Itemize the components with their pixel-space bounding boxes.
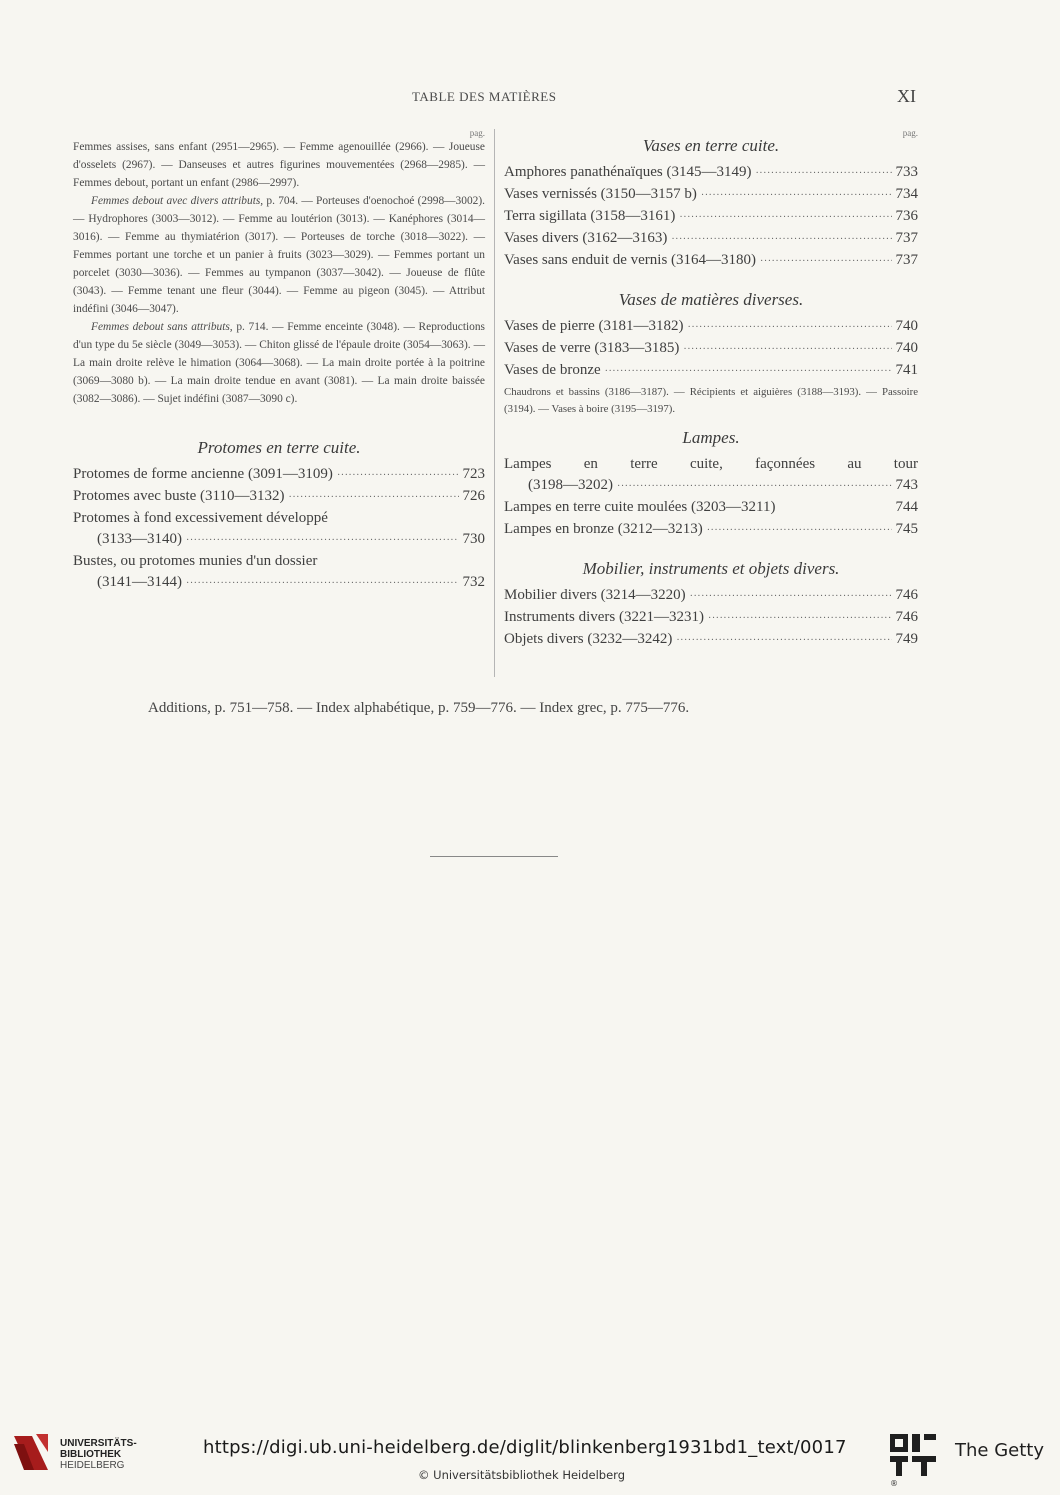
toc-entry[interactable]: [504, 607, 918, 629]
toc-page: 746: [895, 587, 918, 603]
section-title-vases-matieres: Vases de matières diverses.: [618, 290, 804, 309]
toc-entry[interactable]: [504, 519, 918, 541]
toc-label: Amphores panathénaïques (3145—3149): [504, 164, 752, 180]
toc-page: 746: [895, 609, 918, 625]
toc-entry[interactable]: [73, 464, 485, 486]
section-title-mobilier: Mobilier, instruments et objets divers.: [582, 559, 840, 578]
toc-entry[interactable]: [504, 629, 918, 651]
toc-label: (3198—3202): [528, 477, 613, 493]
toc-entry[interactable]: [504, 338, 918, 360]
word: au: [847, 456, 862, 472]
toc-label: Vases sans enduit de vernis (3164—3180): [504, 252, 757, 268]
university-library-name: [60, 1438, 137, 1471]
word: cuite,: [689, 456, 723, 472]
italic-heading: Femmes debout sans attributs,: [91, 321, 233, 333]
page-number: XI: [897, 86, 916, 106]
word: en: [583, 456, 598, 472]
additions-line: Additions, p. 751—758. — Index alphabétique, p. 759—776. — Index grec, p. 775—776.: [148, 700, 690, 716]
word: Lampes: [504, 456, 552, 472]
word: terre: [630, 456, 658, 472]
pag-label-left: pag.: [469, 128, 485, 138]
vases-note: Chaudrons et bassins (3186—3187). — Récipients et aiguières (3188—3193). — Passoire (3194). — Vases à boire (3195—3197).: [504, 386, 918, 415]
toc-page: 737: [895, 230, 918, 246]
toc-label: Lampes en bronze (3212—3213): [504, 521, 703, 537]
university-library-logo-icon: [10, 1430, 52, 1476]
toc-page: 744: [895, 499, 918, 515]
toc-entry[interactable]: [504, 250, 918, 272]
toc-label: Vases de verre (3183—3185): [504, 340, 680, 356]
toc-label: Instruments divers (3221—3231): [504, 609, 704, 625]
toc-page: 737: [895, 252, 918, 268]
toc-entry[interactable]: [73, 486, 485, 508]
paragraph-text: p. 704. — Porteuses d'oenochoé (2998—3002). — Hydrophores (3003—3012). — Femme au loutérion (3013). — Kanéphores (3014—3016). — Femme au thymiatérion (3017). — Porteuses de torche (3018—3022). — Femmes portant une torche et un panier à fruits (3023—3029). — Femmes portant un porcelet (3030—3036). — Femmes au tympanon (3037—3042). — Joueuse de flûte (3043). — Femme tenant une fleur (3044). — Femme au pigeon (3045). — Attribut indéfini (3046—3047).: [73, 195, 485, 315]
toc-label: Terra sigillata (3158—3161): [504, 208, 676, 224]
running-head: [0, 86, 1060, 109]
running-title: TABLE DES MATIÈRES: [412, 89, 557, 104]
toc-page: 740: [895, 318, 918, 334]
getty-logo-icon: [888, 1432, 938, 1478]
toc-entry[interactable]: [504, 316, 918, 338]
toc-entry[interactable]: [73, 508, 485, 551]
copyright: © Universitätsbibliothek Heidelberg: [418, 1468, 626, 1482]
pag-label-right: pag.: [902, 128, 918, 138]
paragraph-femmes-assises: Femmes assises, sans enfant (2951—2965). — Femme agenouillée (2966). — Joueuse d'osselets (2967). — Danseuses et autres figurines mouvementées (2968—2985). — Femmes debout, portant un enfant (2986—2997).: [73, 141, 485, 189]
library-line: HEIDELBERG: [60, 1460, 125, 1471]
italic-heading: Femmes debout avec divers attributs,: [91, 195, 264, 207]
toc-label-line1: Bustes, ou protomes munies d'un dossier: [73, 553, 318, 569]
toc-label: (3133—3140): [97, 531, 182, 547]
left-column: [73, 128, 485, 594]
section-title-protomes: Protomes en terre cuite.: [197, 438, 361, 457]
toc-label: Vases vernissés (3150—3157 b): [504, 186, 697, 202]
toc-page: 723: [462, 466, 485, 482]
footer: [0, 1418, 1060, 1495]
toc-page: 730: [462, 531, 485, 547]
toc-entry[interactable]: [504, 228, 918, 250]
toc-page: 726: [462, 488, 485, 504]
word: tour: [893, 456, 918, 472]
toc-entry[interactable]: [504, 206, 918, 228]
source-url-link[interactable]: https://digi.ub.uni-heidelberg.de/diglit/blinkenberg1931bd1_text/0017: [203, 1437, 847, 1458]
paragraph-text: p. 714. — Femme enceinte (3048). — Reproductions d'un type du 5e siècle (3049—3053). — Chiton glissé de l'épaule droite (3054—3063). — La main droite relève le himation (3064—3068). — La main droite portée à la poitrine (3069—3080 b). — La main droite tendue en avant (3081). — La main droite baissée (3082—3086). — Sujet indéfini (3087—3090 c).: [73, 321, 485, 405]
toc-label: Protomes de forme ancienne (3091—3109): [73, 466, 333, 482]
toc-page: 740: [895, 340, 918, 356]
library-line: BIBLIOTHEK: [60, 1449, 122, 1460]
toc-entry[interactable]: [504, 497, 918, 519]
toc-label: Vases divers (3162—3163): [504, 230, 668, 246]
toc-entry[interactable]: [504, 454, 918, 497]
toc-label: Vases de pierre (3181—3182): [504, 318, 684, 334]
toc-page: 745: [895, 521, 918, 537]
toc-label: Lampes en terre cuite moulées (3203—3211): [504, 499, 776, 515]
toc-entry[interactable]: [504, 162, 918, 184]
toc-page: 736: [895, 208, 918, 224]
paragraph-femmes-debout-sans: [73, 318, 485, 408]
end-rule: [430, 856, 558, 857]
word: façonnées: [755, 456, 816, 472]
toc-entry[interactable]: [504, 184, 918, 206]
toc-page: 741: [895, 362, 918, 378]
toc-entry[interactable]: [504, 360, 918, 382]
section-title-vases-terre: Vases en terre cuite.: [642, 136, 780, 155]
toc-label-line1: [504, 454, 918, 475]
paragraph-femmes-debout-attributs: [73, 192, 485, 318]
right-column: [504, 128, 918, 651]
toc-page: 732: [462, 574, 485, 590]
library-line: UNIVERSITÄTS-: [60, 1438, 137, 1449]
toc-page: 734: [895, 186, 918, 202]
toc-label: Vases de bronze: [504, 362, 601, 378]
section-title-lampes: Lampes.: [682, 428, 740, 447]
toc-page: 733: [895, 164, 918, 180]
toc-page: 743: [895, 477, 918, 493]
toc-label: Mobilier divers (3214—3220): [504, 587, 686, 603]
getty-name: The Getty: [955, 1440, 1044, 1461]
column-divider: [494, 129, 495, 677]
toc-page: 749: [895, 631, 918, 647]
registered-mark: ®: [890, 1479, 898, 1488]
toc-entry[interactable]: [73, 551, 485, 594]
toc-label: Protomes avec buste (3110—3132): [73, 488, 285, 504]
toc-label: (3141—3144): [97, 574, 182, 590]
toc-entry[interactable]: [504, 585, 918, 607]
toc-label: Objets divers (3232—3242): [504, 631, 673, 647]
toc-label-line1: Protomes à fond excessivement développé: [73, 510, 328, 526]
